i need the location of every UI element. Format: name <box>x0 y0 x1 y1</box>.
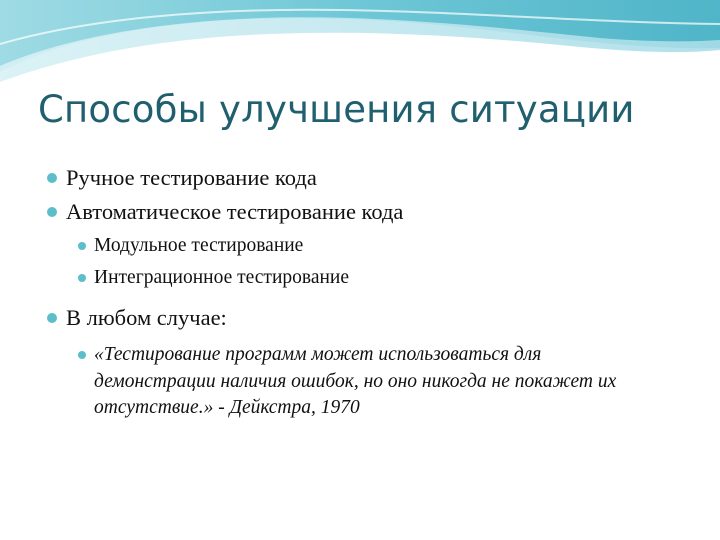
list-item-text: Ручное тестирование кода <box>66 165 317 190</box>
list-item-text: Автоматическое тестирование кода <box>66 199 404 224</box>
bullet-icon <box>78 274 86 282</box>
bullet-icon <box>47 313 57 323</box>
sub-list-item <box>44 266 684 290</box>
decorative-wave <box>0 0 720 90</box>
list-item <box>44 304 684 332</box>
list-item <box>44 164 684 192</box>
sub-list-item <box>44 234 684 258</box>
quote-item <box>44 342 654 422</box>
bullet-icon <box>78 351 86 359</box>
list-item-text: В любом случае: <box>66 305 227 330</box>
bullet-list <box>44 158 684 422</box>
quote-text: «Тестирование программ может использоваться для демонстрации наличия ошибок, но оно никогда не покажет их отсутствие.» - Дейкстра, 1970 <box>94 344 617 418</box>
bullet-icon <box>47 173 57 183</box>
sub-list-item-text: Интеграционное тестирование <box>94 267 350 288</box>
list-item <box>44 198 684 226</box>
sub-list-item-text: Модульное тестирование <box>94 235 304 256</box>
slide-title: Способы улучшения ситуации <box>38 88 635 131</box>
bullet-icon <box>47 207 57 217</box>
bullet-icon <box>78 242 86 250</box>
